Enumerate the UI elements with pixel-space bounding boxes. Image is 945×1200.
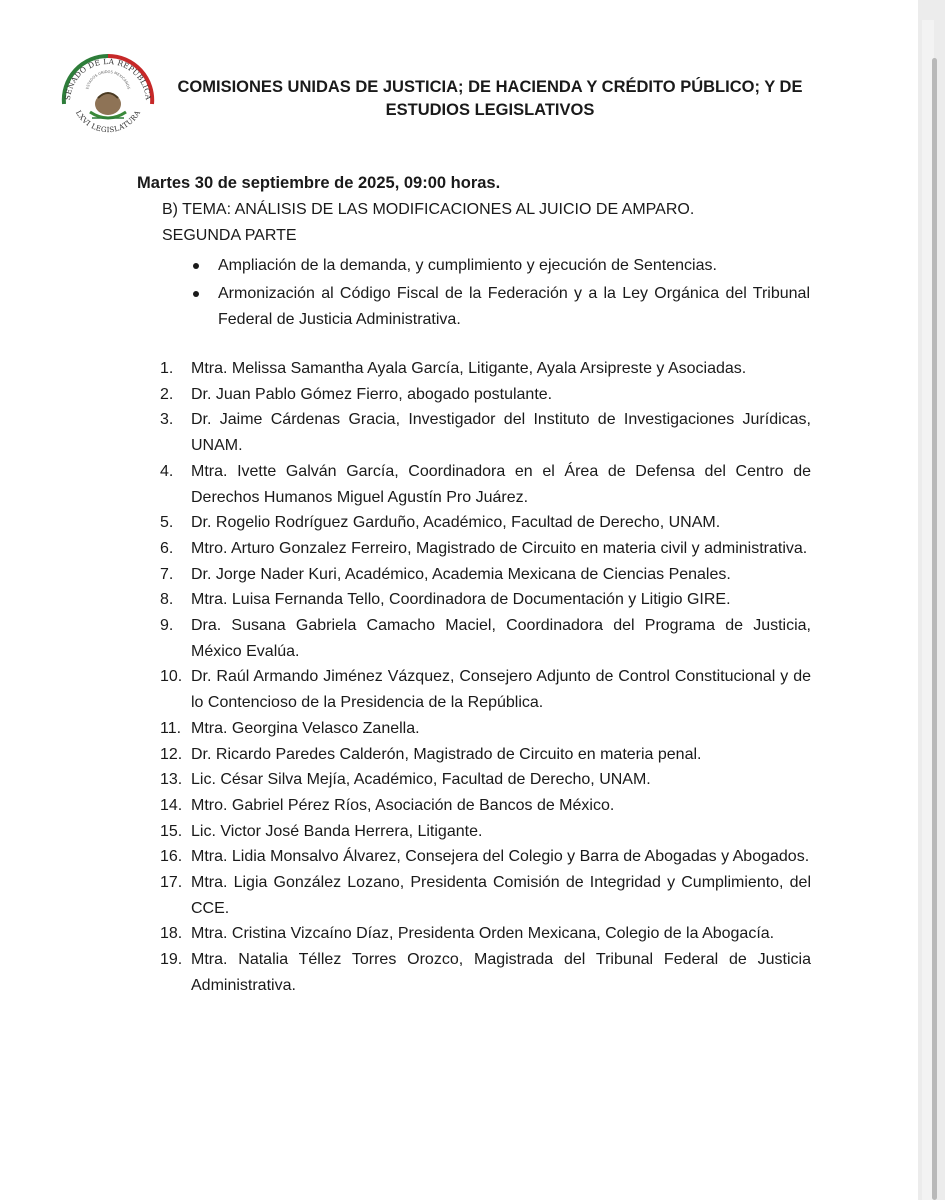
list-item [160,947,811,998]
list-item [160,870,811,921]
list-item [160,407,811,458]
item-number: 18. [160,925,183,943]
bullet-text: Ampliación de la demanda, y cumplimiento y ejecución de Sentencias. [218,257,717,274]
item-number: 10. [160,668,183,686]
item-text: Dr. Juan Pablo Gómez Fierro, abogado postulante. [191,385,553,403]
list-item [160,510,811,536]
item-number: 2. [160,385,174,403]
item-text: Mtra. Lidia Monsalvo Álvarez, Consejera del Colegio y Barra de Abogadas y Abogados. [191,848,810,866]
item-text: Mtra. Georgina Velasco Zanella. [191,719,420,737]
item-text: Mtra. Ligia González Lozano, Presidenta Comisión de Integridad y Cumplimiento, del CCE. [191,874,811,917]
item-number: 14. [160,796,183,814]
list-item [160,793,811,819]
session-date: Martes 30 de septiembre de 2025, 09:00 horas. [137,174,501,192]
list-item [160,587,811,613]
item-number: 6. [160,539,174,557]
item-number: 9. [160,617,174,635]
item-number: 19. [160,951,183,969]
senate-seal-logo [50,38,164,152]
list-item [160,459,811,510]
list-item [160,716,811,742]
item-text: Mtra. Ivette Galván García, Coordinadora en el Área de Defensa del Centro de Derechos Humanos Miguel Agustín Pro Juárez. [191,462,811,506]
session-part: SEGUNDA PARTE [162,227,297,244]
list-item [160,767,811,793]
item-number: 17. [160,874,183,892]
list-item [160,844,811,870]
item-text: Dr. Jorge Nader Kuri, Académico, Academia Mexicana de Ciencias Penales. [191,565,731,583]
bullet-item [190,281,810,333]
item-text: Mtro. Arturo Gonzalez Ferreiro, Magistrado de Circuito en materia civil y administrativa. [191,539,808,557]
list-item [160,536,811,562]
list-item [160,562,811,588]
item-text: Dr. Ricardo Paredes Calderón, Magistrado de Circuito en materia penal. [191,745,702,763]
list-item [160,921,811,947]
item-number: 12. [160,745,183,763]
item-text: Mtra. Luisa Fernanda Tello, Coordinadora de Documentación y Litigio GIRE. [191,591,731,609]
item-text: Lic. Victor José Banda Herrera, Litigante. [191,822,483,840]
list-item [160,664,811,715]
item-number: 15. [160,822,183,840]
item-text: Mtra. Natalia Téllez Torres Orozco, Magistrada del Tribunal Federal de Justicia Administrativa. [191,951,811,994]
item-text: Mtra. Cristina Vizcaíno Díaz, Presidenta Orden Mexicana, Colegio de la Abogacía. [191,925,775,943]
bullet-item [190,253,810,279]
item-text: Dr. Raúl Armando Jiménez Vázquez, Consejero Adjunto de Control Constitucional y de lo Contencioso de la Presidencia de la República. [191,668,811,712]
list-item [160,819,811,845]
commission-title [170,76,810,122]
item-number: 7. [160,565,174,583]
bullet-text: Armonización al Código Fiscal de la Federación y a la Ley Orgánica del Tribunal Federal de Justicia Administrativa. [218,285,810,328]
bullet-dot [193,263,199,269]
session-topic: B) TEMA: ANÁLISIS DE LAS MODIFICACIONES AL JUICIO DE AMPARO. [162,201,695,218]
item-text: Dra. Susana Gabriela Camacho Maciel, Coordinadora del Programa de Justicia, México Evalúa. [191,617,811,660]
item-text: Dr. Jaime Cárdenas Gracia, Investigador del Instituto de Investigaciones Jurídicas, UNAM. [191,411,811,455]
commission-title-line2: ESTUDIOS LEGISLATIVOS [385,101,595,119]
item-number: 1. [160,360,174,377]
item-number: 16. [160,848,183,866]
item-number: 13. [160,771,183,789]
seal-ring-text: SENADO DE LA REPÚBLICA [62,56,154,101]
svg-text:ESTADOS UNIDOS MEXICANOS [85,70,130,90]
item-text: Lic. César Silva Mejía, Académico, Facultad de Derecho, UNAM. [191,771,651,789]
item-number: 11. [160,719,182,737]
scrollbar-thumb[interactable] [932,58,937,1200]
list-item [160,742,811,768]
seal-inner-text: ESTADOS UNIDOS MEXICANOS [85,69,131,90]
topic-bullet-list [190,253,810,333]
commission-title-line1: COMISIONES UNIDAS DE JUSTICIA; DE HACIENDA Y CRÉDITO PÚBLICO; Y DE [177,78,803,96]
item-number: 5. [160,514,174,532]
item-text: Mtra. Melissa Samantha Ayala García, Litigante, Ayala Arsipreste y Asociadas. [191,360,747,377]
item-number: 3. [160,411,174,429]
item-number: 8. [160,591,174,609]
item-number: 4. [160,462,174,480]
item-text: Dr. Rogelio Rodríguez Garduño, Académico, Facultad de Derecho, UNAM. [191,514,721,532]
bullet-dot [193,291,199,297]
list-item [160,382,811,408]
seal-legislature-text: LXVI LEGISLATURA [73,108,143,135]
list-item [160,613,811,664]
list-item [160,356,811,382]
participants-list [160,356,811,999]
item-text: Mtro. Gabriel Pérez Ríos, Asociación de Bancos de México. [191,796,615,814]
